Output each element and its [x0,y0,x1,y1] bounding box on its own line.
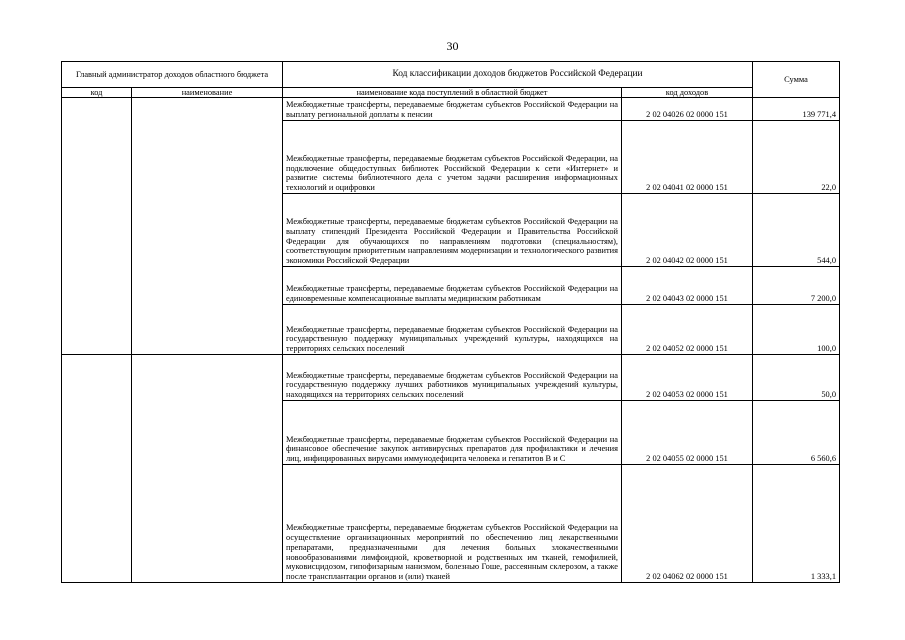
admin-code-cell [62,98,132,355]
header-name: наименование [132,88,283,98]
page-number: 30 [446,39,459,53]
table-header-row [62,62,840,88]
row-code: 2 02 04055 02 0000 151 [622,401,753,465]
admin-name-cell [132,98,283,355]
row-name: Межбюджетные трансферты, передаваемые бюджетам субъектов Российской Федерации на выплату региональной доплаты к пенсии [283,98,622,121]
header-admin-group: Главный администратор доходов областного бюджета [62,62,283,88]
row-amount: 544,0 [753,194,840,267]
row-code: 2 02 04053 02 0000 151 [622,355,753,401]
table-row [62,355,840,401]
row-amount: 139 771,4 [753,98,840,121]
revenue-table [61,61,840,583]
table-subheader-row [62,88,840,98]
row-amount: 7 200,0 [753,267,840,305]
header-income-code-name: наименование кода поступлений в областной бюджет [283,88,622,98]
row-code: 2 02 04041 02 0000 151 [622,121,753,194]
admin-code-cell [62,355,132,583]
row-amount: 22,0 [753,121,840,194]
row-code: 2 02 04026 02 0000 151 [622,98,753,121]
header-classification: Код классификации доходов бюджетов Российской Федерации [283,62,753,88]
table-row [62,98,840,121]
admin-name-cell [132,355,283,583]
row-name: Межбюджетные трансферты, передаваемые бюджетам субъектов Российской Федерации на выплату стипендий Президента Российской Федерации и Правительства Российской Федерации для обучающихся по направлениям подготовки (специальностям), соответствующим приоритетным направлениям модернизации и технологического развития экономики Российской Федерации [283,194,622,267]
row-name: Межбюджетные трансферты, передаваемые бюджетам субъектов Российской Федерации на государственную поддержку лучших работников муниципальных учреждений культуры, находящихся на территориях сельских поселений [283,355,622,401]
row-code: 2 02 04042 02 0000 151 [622,194,753,267]
header-income-code: код доходов [622,88,753,98]
row-name: Межбюджетные трансферты, передаваемые бюджетам субъектов Российской Федерации на единовременные компенсационные выплаты медицинским работникам [283,267,622,305]
row-name: Межбюджетные трансферты, передаваемые бюджетам субъектов Российской Федерации, на подключение общедоступных библиотек Российской Федерации к сети «Интернет» и развитие системы библиотечного дела с учетом задачи расширения информационных технологий и оцифровки [283,121,622,194]
header-code: код [62,88,132,98]
row-name: Межбюджетные трансферты, передаваемые бюджетам субъектов Российской Федерации на осуществление организационных мероприятий по обеспечению лиц лекарственными препаратами, предназначенными для лечения больных злокачественными новообразованиями лимфоидной, кроветворной и родственных им тканей, гемофилией, муковисцидозом, гипофизарным нанизмом, болезнью Гоше, рассеянным склерозом, а также после трансплантации органов и (или) тканей [283,465,622,583]
row-amount: 6 560,6 [753,401,840,465]
row-amount: 100,0 [753,305,840,355]
row-name: Межбюджетные трансферты, передаваемые бюджетам субъектов Российской Федерации на государственную поддержку муниципальных учреждений культуры, находящихся на территориях сельских поселений [283,305,622,355]
row-code: 2 02 04043 02 0000 151 [622,267,753,305]
row-code: 2 02 04052 02 0000 151 [622,305,753,355]
header-sum: Сумма [753,62,840,98]
row-amount: 1 333,1 [753,465,840,583]
row-name: Межбюджетные трансферты, передаваемые бюджетам субъектов Российской Федерации на финансовое обеспечение закупок антивирусных препаратов для профилактики и лечения лиц, инфицированных вирусами иммунодефицита человека и гепатитов В и С [283,401,622,465]
row-amount: 50,0 [753,355,840,401]
row-code: 2 02 04062 02 0000 151 [622,465,753,583]
